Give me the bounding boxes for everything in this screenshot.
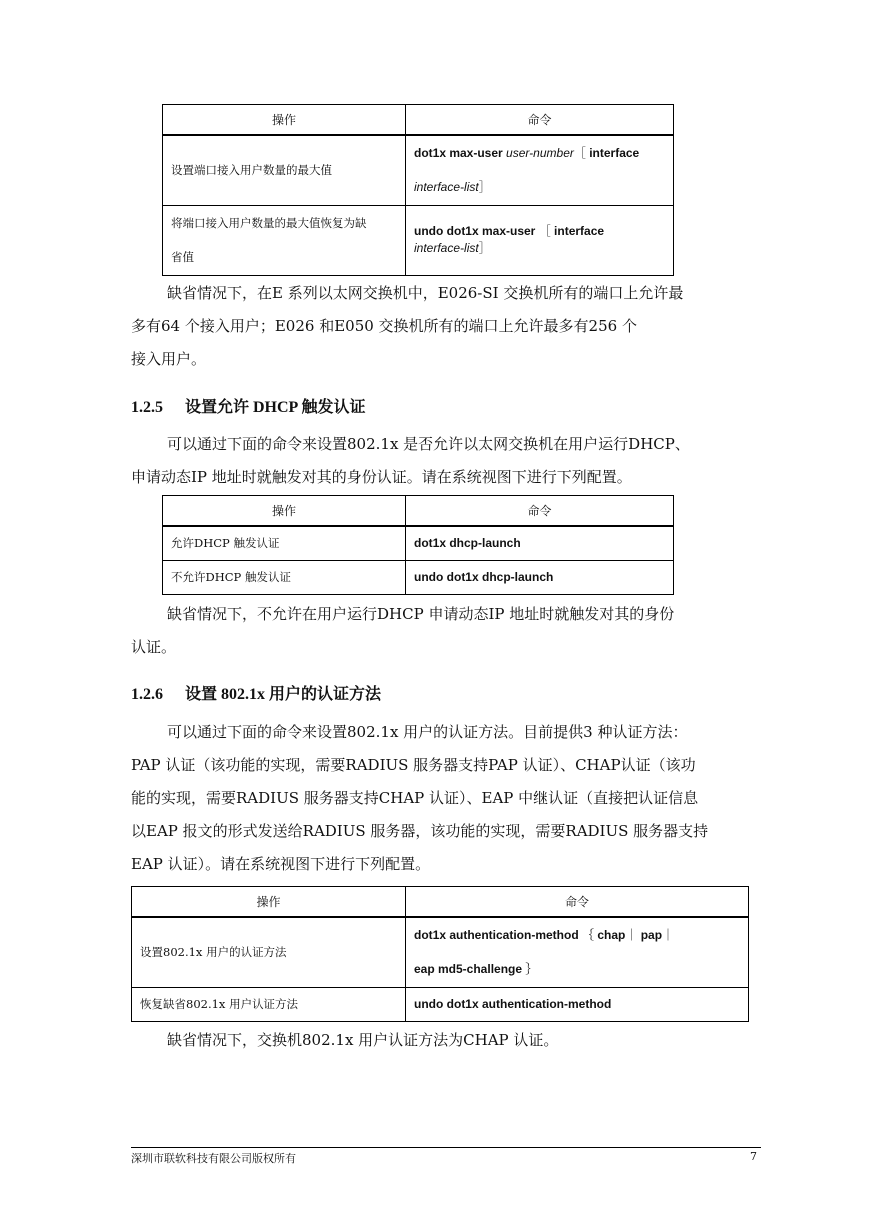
paragraph-auth-method-intro <box>131 716 771 881</box>
operation-text: 省值 <box>171 250 194 264</box>
paragraph-max-user-default <box>131 277 771 376</box>
paragraph-dhcp-default <box>131 598 771 664</box>
paragraph-line: 能的实现，需要RADIUS 服务器支持CHAP 认证）、EAP 中继认证（直接把认证信息 <box>131 789 699 807</box>
paragraph-dhcp-intro <box>131 428 771 494</box>
separator: ｜ <box>662 928 675 943</box>
command-keyword: interface <box>554 224 605 238</box>
command-keyword: eap md5-challenge <box>414 962 526 977</box>
table-max-user <box>162 104 674 276</box>
command-keyword: pap <box>640 928 663 943</box>
paragraph-line: 多有64 个接入用户；E026 和E050 交换机所有的端口上允许最多有256 个 <box>131 317 637 335</box>
brace-close: ｝ <box>525 962 538 977</box>
command-keyword: interface <box>589 146 640 161</box>
section-number: 1.2.5 <box>131 399 163 416</box>
table-row <box>163 205 674 275</box>
bracket-open: ［ <box>573 146 590 161</box>
page-number: 7 <box>750 1150 757 1163</box>
table-row <box>163 560 674 594</box>
command-text: undo dot1x max-user <box>414 224 539 238</box>
table-row <box>163 135 674 205</box>
table-header-command: 命令 <box>406 105 674 136</box>
separator: ｜ <box>625 928 641 943</box>
operation-cell <box>163 205 406 275</box>
command-keyword: chap <box>597 928 626 943</box>
table-row <box>132 917 749 987</box>
operation-cell: 恢复缺省802.1x 用户认证方法 <box>132 987 406 1021</box>
paragraph-auth-default <box>131 1024 771 1057</box>
table-header-command: 命令 <box>406 496 674 527</box>
paragraph-line: 认证。 <box>131 638 177 656</box>
brace-open: ｛ <box>582 928 598 943</box>
command-text: dot1x authentication-method <box>414 928 582 943</box>
paragraph-line: 可以通过下面的命令来设置802.1x 是否允许以太网交换机在用户运行DHCP、 <box>167 435 690 453</box>
paragraph-line: 接入用户。 <box>131 350 207 368</box>
table-header-operation: 操作 <box>132 887 406 918</box>
operation-cell: 设置802.1x 用户的认证方法 <box>132 917 406 987</box>
section-heading-1-2-5 <box>131 394 365 417</box>
footer-divider <box>131 1147 761 1148</box>
table-header-command: 命令 <box>406 887 749 918</box>
bracket-open: ［ <box>538 224 555 238</box>
section-heading-1-2-6 <box>131 681 381 704</box>
paragraph-line: 缺省情况下，交换机802.1x 用户认证方法为CHAP 认证。 <box>167 1031 559 1049</box>
table-dhcp-launch <box>162 495 674 595</box>
section-number: 1.2.6 <box>131 686 163 703</box>
table-header-operation: 操作 <box>163 105 406 136</box>
operation-cell: 设置端口接入用户数量的最大值 <box>163 135 406 205</box>
table-row <box>163 526 674 560</box>
paragraph-line: 缺省情况下，在E 系列以太网交换机中，E026-SI 交换机所有的端口上允许最 <box>167 284 684 302</box>
paragraph-line: 可以通过下面的命令来设置802.1x 用户的认证方法。目前提供3 种认证方法： <box>167 723 688 741</box>
command-cell: undo dot1x dhcp-launch <box>406 560 674 594</box>
command-param: user-number <box>506 146 574 161</box>
command-cell: undo dot1x authentication-method <box>406 987 749 1021</box>
paragraph-line: PAP 认证（该功能的实现，需要RADIUS 服务器支持PAP 认证）、CHAP认证（该功 <box>131 756 696 774</box>
paragraph-line: 缺省情况下，不允许在用户运行DHCP 申请动态IP 地址时就触发对其的身份 <box>167 605 675 623</box>
operation-cell: 允许DHCP 触发认证 <box>163 526 406 560</box>
command-param: interface-list <box>414 180 479 195</box>
command-text: dot1x max-user <box>414 146 507 161</box>
command-cell <box>406 205 674 275</box>
table-auth-method <box>131 886 749 1022</box>
paragraph-line: 申请动态IP 地址时就触发对其的身份认证。请在系统视图下进行下列配置。 <box>131 468 632 486</box>
bracket-close: ］ <box>478 180 491 195</box>
table-row <box>132 987 749 1021</box>
section-title: 设置允许 DHCP 触发认证 <box>185 399 366 416</box>
command-cell <box>406 917 749 987</box>
table-header-operation: 操作 <box>163 496 406 527</box>
paragraph-line: EAP 认证）。请在系统视图下进行下列配置。 <box>131 855 431 873</box>
command-cell <box>406 135 674 205</box>
operation-text: 将端口接入用户数量的最大值恢复为缺 <box>171 216 367 230</box>
command-cell: dot1x dhcp-launch <box>406 526 674 560</box>
command-param: interface-list <box>414 241 479 255</box>
footer-copyright: 深圳市联软科技有限公司版权所有 <box>131 1152 296 1165</box>
bracket-close: ］ <box>478 241 491 255</box>
section-title: 设置 802.1x 用户的认证方法 <box>185 686 382 703</box>
operation-cell: 不允许DHCP 触发认证 <box>163 560 406 594</box>
paragraph-line: 以EAP 报文的形式发送给RADIUS 服务器，该功能的实现，需要RADIUS 服务器支持 <box>131 822 709 840</box>
